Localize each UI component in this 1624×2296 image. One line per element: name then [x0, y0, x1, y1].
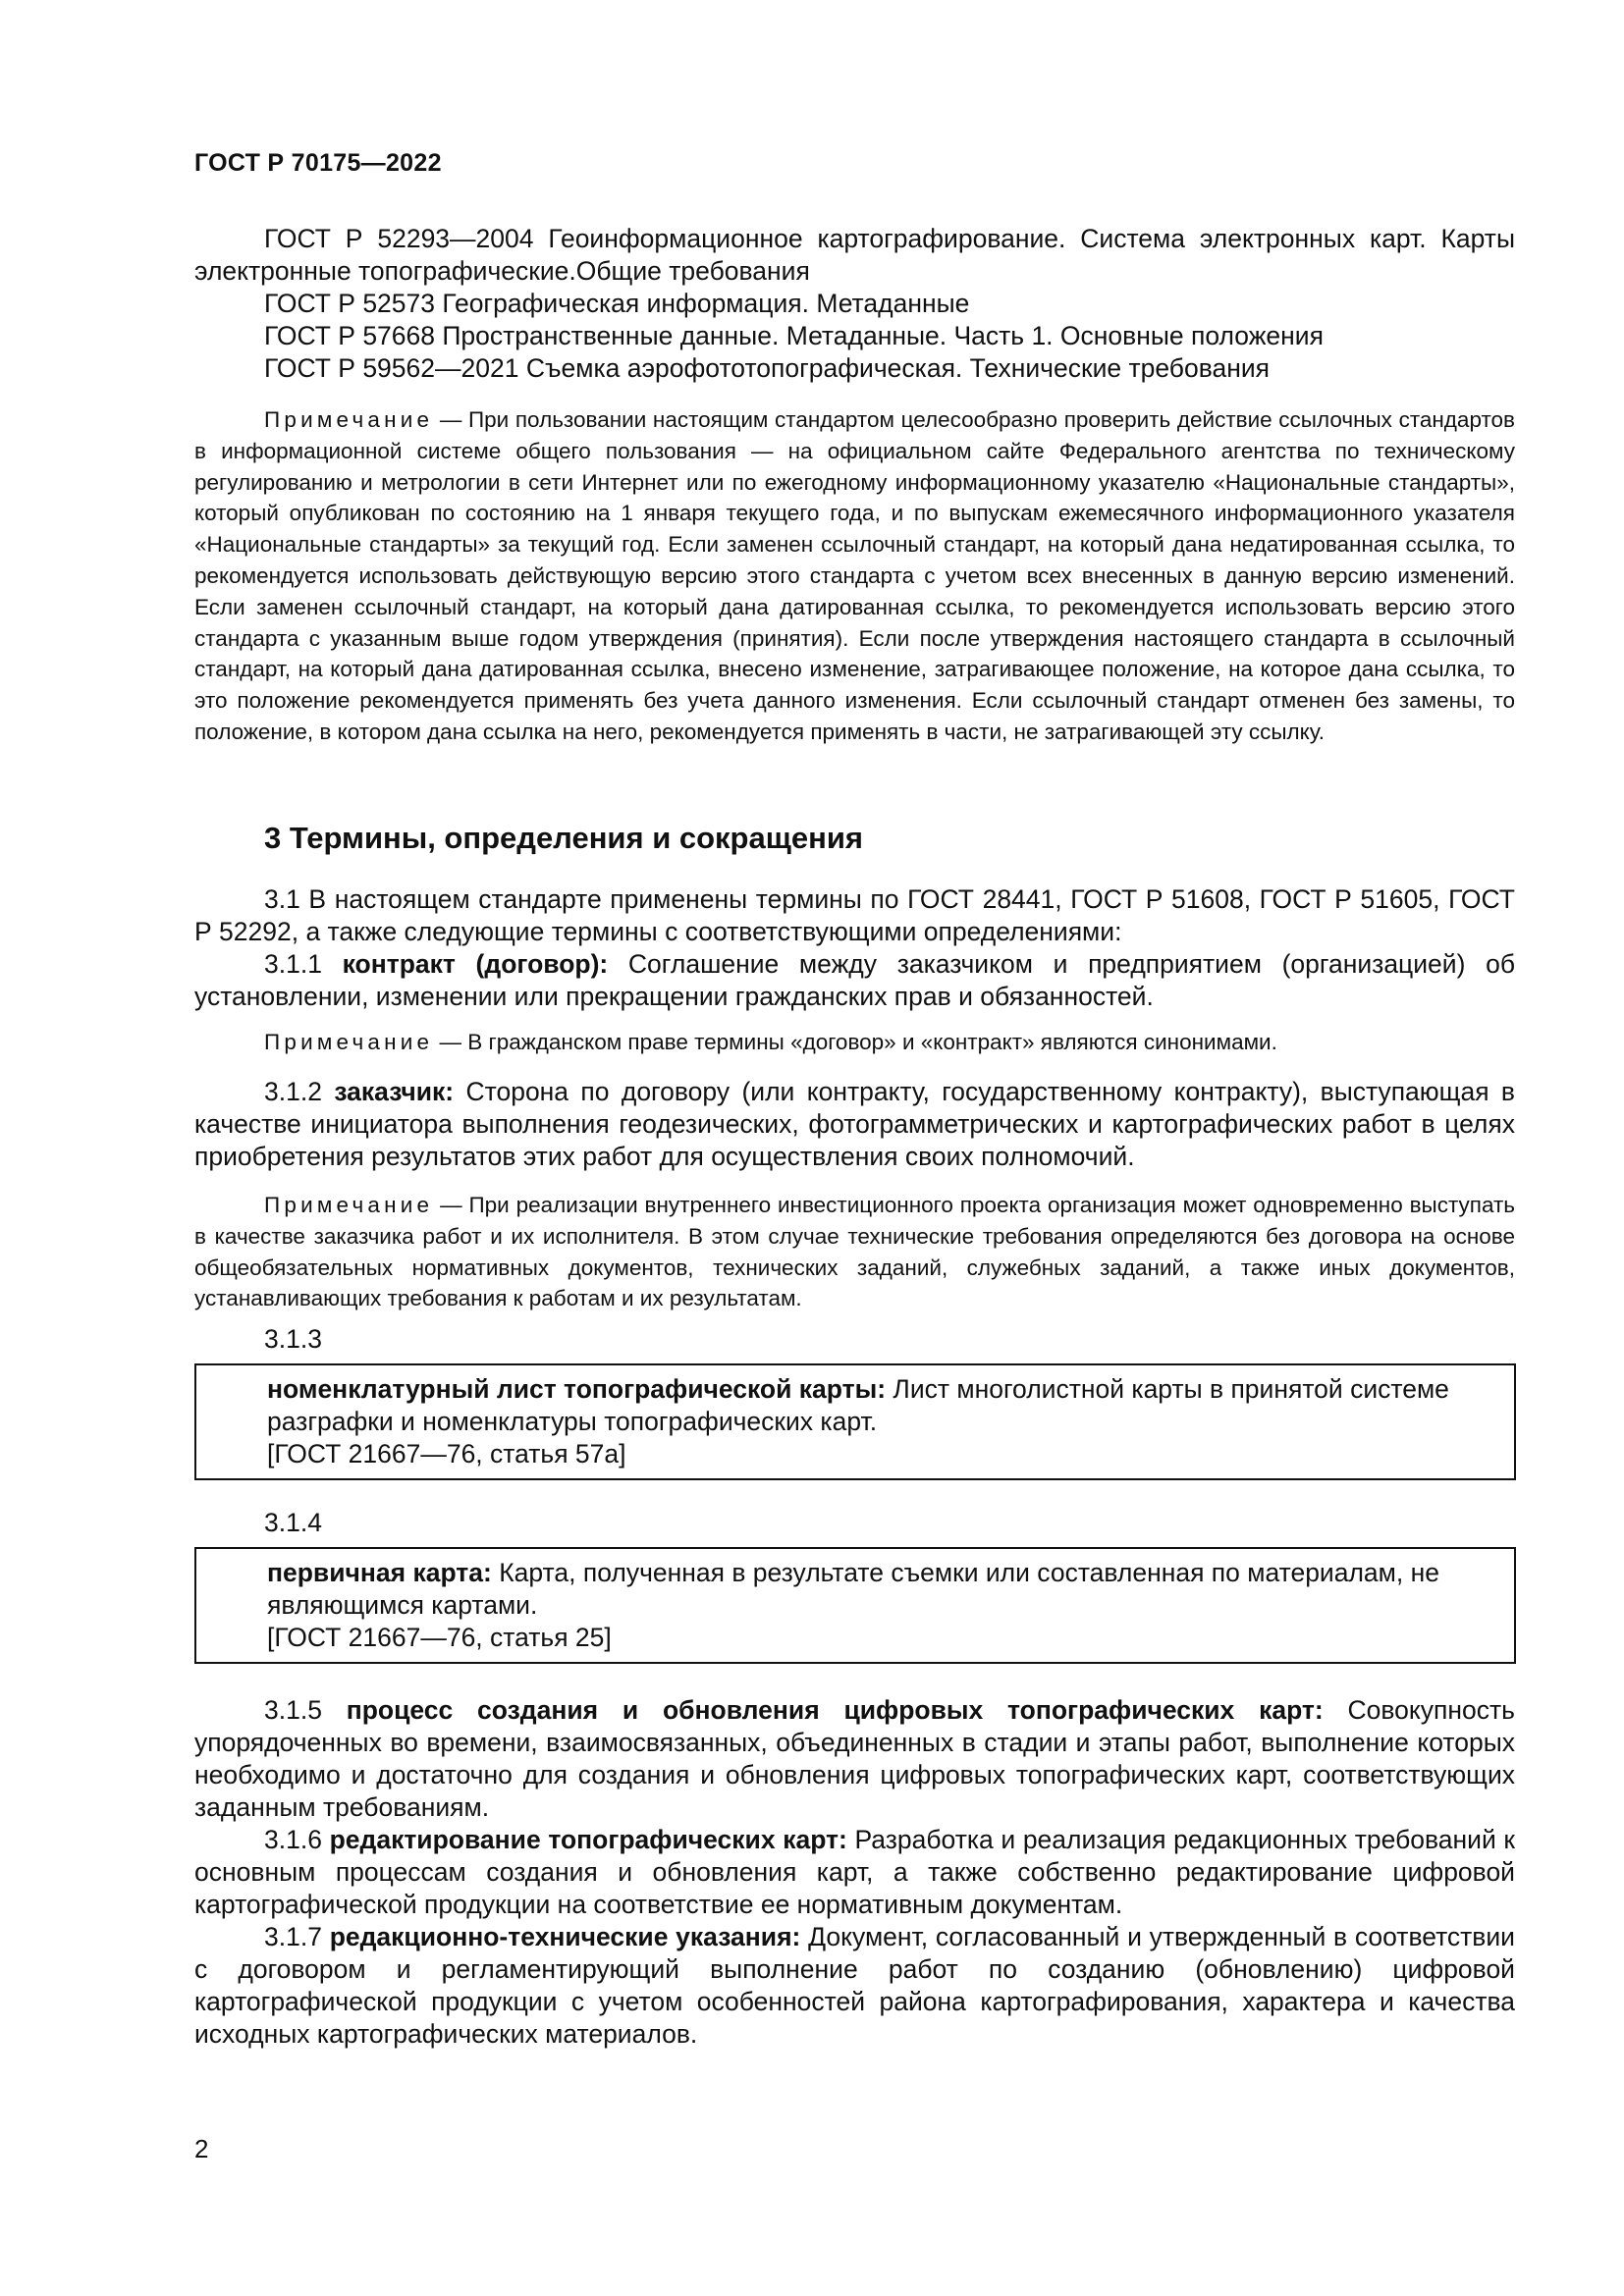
references-list	[194, 223, 1515, 385]
term-definition: Лист многолистной карты в принятой системе разграфки и номенклатуры топографических карт.	[267, 1374, 1449, 1436]
reference-item: ГОСТ Р 59562—2021 Съемка аэрофототопографическая. Технические требования	[264, 353, 1271, 383]
note-text: — При пользовании настоящим стандартом целесообразно проверить действие ссылочных стандартов в информационной системе общего пользования — на официальном сайте Федерального агентства по техническому регулированию и метрологии в сети Интернет или по ежегодному информационному указателю «Национальные стандарты», который опубликован по состоянию на 1 января текущего года, и по выпускам ежемесячного информационного указателя «Национальные стандарты» за текущий год. Если заменен ссылочный стандарт, на который дана недатированная ссылка, то рекомендуется использовать действующую версию этого стандарта с учетом всех внесенных в данную версию изменений. Если заменен ссылочный стандарт, на который дана датированная ссылка, то рекомендуется использовать версию этого стандарта с указанным выше годом утверждения (принятия). Если после утверждения настоящего стандарта в ссылочный стандарт, на который дана датированная ссылка, внесено изменение, затрагивающее положение, на которое дана ссылка, то это положение рекомендуется применять без учета данного изменения. Если ссылочный стандарт отменен без замены, то положение, в котором дана ссылка на него, рекомендуется применять в части, не затрагивающей эту ссылку.	[194, 407, 1515, 744]
term-3-1-5: 3.1.5 процесс создания и обновления цифровых топографических карт: Совокупность упорядоченных во времени, взаимосвязанных, объединенных в стадии и этапы работ, выполнение которых необходимо и достаточно для создания и обновления цифровых топографических карт, соответствующих заданным требованиям.	[194, 1695, 1515, 1822]
term-3-1-1: 3.1.1 контракт (договор): Соглашение между заказчиком и предприятием (организацией) об установлении, изменении или прекращении гражданских прав и обязанностей.	[194, 949, 1515, 1011]
term-definition: Сторона по договору (или контракту, государственному контракту), выступающая в качестве инициатора выполнения геодезических, фотограмметрических и картографических работ в целях приобретения результатов этих работ для осуществления своих полномочий.	[194, 1077, 1515, 1171]
term-name: контракт (договор):	[342, 949, 609, 979]
term-3-1-7: 3.1.7 редакционно-технические указания: Документ, согласованный и утвержденный в соответствии с договором и регламентирующий выполнение работ по созданию (обновлению) цифровой картографической продукции с учетом особенностей района картографирования, характера и качества исходных картографических материалов.	[194, 1922, 1515, 2049]
reference-item: ГОСТ Р 52293—2004 Геоинформационное картографирование. Система электронных карт. Карты электронные топографические.Общие требования	[194, 224, 1515, 286]
page-number: 2	[194, 2134, 209, 2163]
note-references	[194, 404, 1515, 748]
term-3-1-4-number-wrap	[194, 1507, 1515, 1539]
term-name: редакционно-технические указания:	[329, 1922, 801, 1951]
term-source: [ГОСТ 21667—76, статья 25]	[267, 1623, 612, 1652]
reference-item: ГОСТ Р 57668 Пространственные данные. Метаданные. Часть 1. Основные положения	[264, 321, 1324, 350]
section-title: 3 Термины, определения и сокращения	[264, 821, 863, 855]
term-name: процесс создания и обновления цифровых топографических карт:	[346, 1695, 1324, 1725]
document-header: ГОСТ Р 70175—2022	[194, 149, 442, 177]
term-number: 3.1.3	[264, 1324, 322, 1354]
term-definition: Совокупность упорядоченных во времени, взаимосвязанных, объединенных в стадии и этапы работ, выполнение которых необходимо и достаточно для создания и обновления цифровых топографических карт, соответствующих заданным требованиям.	[194, 1695, 1515, 1822]
note-label: Примечание	[264, 407, 434, 432]
term-name: номенклатурный лист топографической карты:	[267, 1374, 887, 1404]
term-number: 3.1.4	[264, 1508, 322, 1537]
term-source: [ГОСТ 21667—76, статья 57а]	[267, 1439, 626, 1468]
term-name: первичная карта:	[267, 1558, 492, 1587]
note-3-1-2	[194, 1190, 1515, 1314]
term-3-1-3-number-wrap	[194, 1323, 1515, 1356]
reference-item: ГОСТ Р 52573 Географическая информация. Метаданные	[264, 289, 970, 318]
term-name: редактирование топографических карт:	[329, 1825, 847, 1854]
note-3-1-1	[194, 1027, 1515, 1058]
term-definition: Карта, полученная в результате съемки или составленная по материалам, не являющимся картами.	[267, 1558, 1439, 1620]
term-3-1-3	[208, 1373, 1502, 1438]
term-definition: Документ, согласованный и утвержденный в соответствии с договором и регламентирующий выполнение работ по созданию (обновлению) цифровой картографической продукции с учетом особенностей района картографирования, характера и качества исходных картографических материалов.	[194, 1922, 1515, 2049]
clause-text: 3.1 В настоящем стандарте применены термины по ГОСТ 28441, ГОСТ Р 51608, ГОСТ Р 51605, ГОСТ Р 52292, а также следующие термины с соответствующими определениями:	[194, 884, 1515, 946]
term-3-1-2: 3.1.2 заказчик: Сторона по договору (или контракту, государственному контракту), выступающая в качестве инициатора выполнения геодезических, фотограмметрических и картографических работ в целях приобретения результатов этих работ для осуществления своих полномочий.	[194, 1077, 1515, 1171]
term-definition: Разработка и реализация редакционных требований к основным процессам создания и обновления карт, а также собственно редактирование цифровой картографической продукции на соответствие ее нормативным документам.	[194, 1825, 1515, 1919]
clause-3-1	[194, 883, 1515, 1013]
term-definition: Соглашение между заказчиком и предприятием (организацией) об установлении, изменении или прекращении гражданских прав и обязанностей.	[194, 949, 1515, 1011]
terms-3-1-5-to-3-1-7	[194, 1694, 1515, 2051]
term-3-1-3-box	[194, 1363, 1516, 1480]
note-text: — В гражданском праве термины «договор» и «контракт» являются синонимами.	[433, 1030, 1277, 1054]
term-3-1-6: 3.1.6 редактирование топографических карт: Разработка и реализация редакционных требований к основным процессам создания и обновления карт, а также собственно редактирование цифровой картографической продукции на соответствие ее нормативным документам.	[194, 1825, 1515, 1919]
term-name: заказчик:	[334, 1077, 455, 1106]
note-label: Примечание	[264, 1193, 434, 1217]
note-label: Примечание	[264, 1030, 434, 1054]
term-3-1-4	[208, 1557, 1502, 1622]
term-3-1-4-box	[194, 1547, 1516, 1664]
section-3-title-wrap	[194, 821, 1515, 856]
note-text: — При реализации внутреннего инвестиционного проекта организация может одновременно выступать в качестве заказчика работ и их исполнителя. В этом случае технические требования определяются без договора на основе общеобязательных нормативных документов, технических заданий, служебных заданий, а также иных документов, устанавливающих требования к работам и их результатам.	[194, 1193, 1515, 1311]
